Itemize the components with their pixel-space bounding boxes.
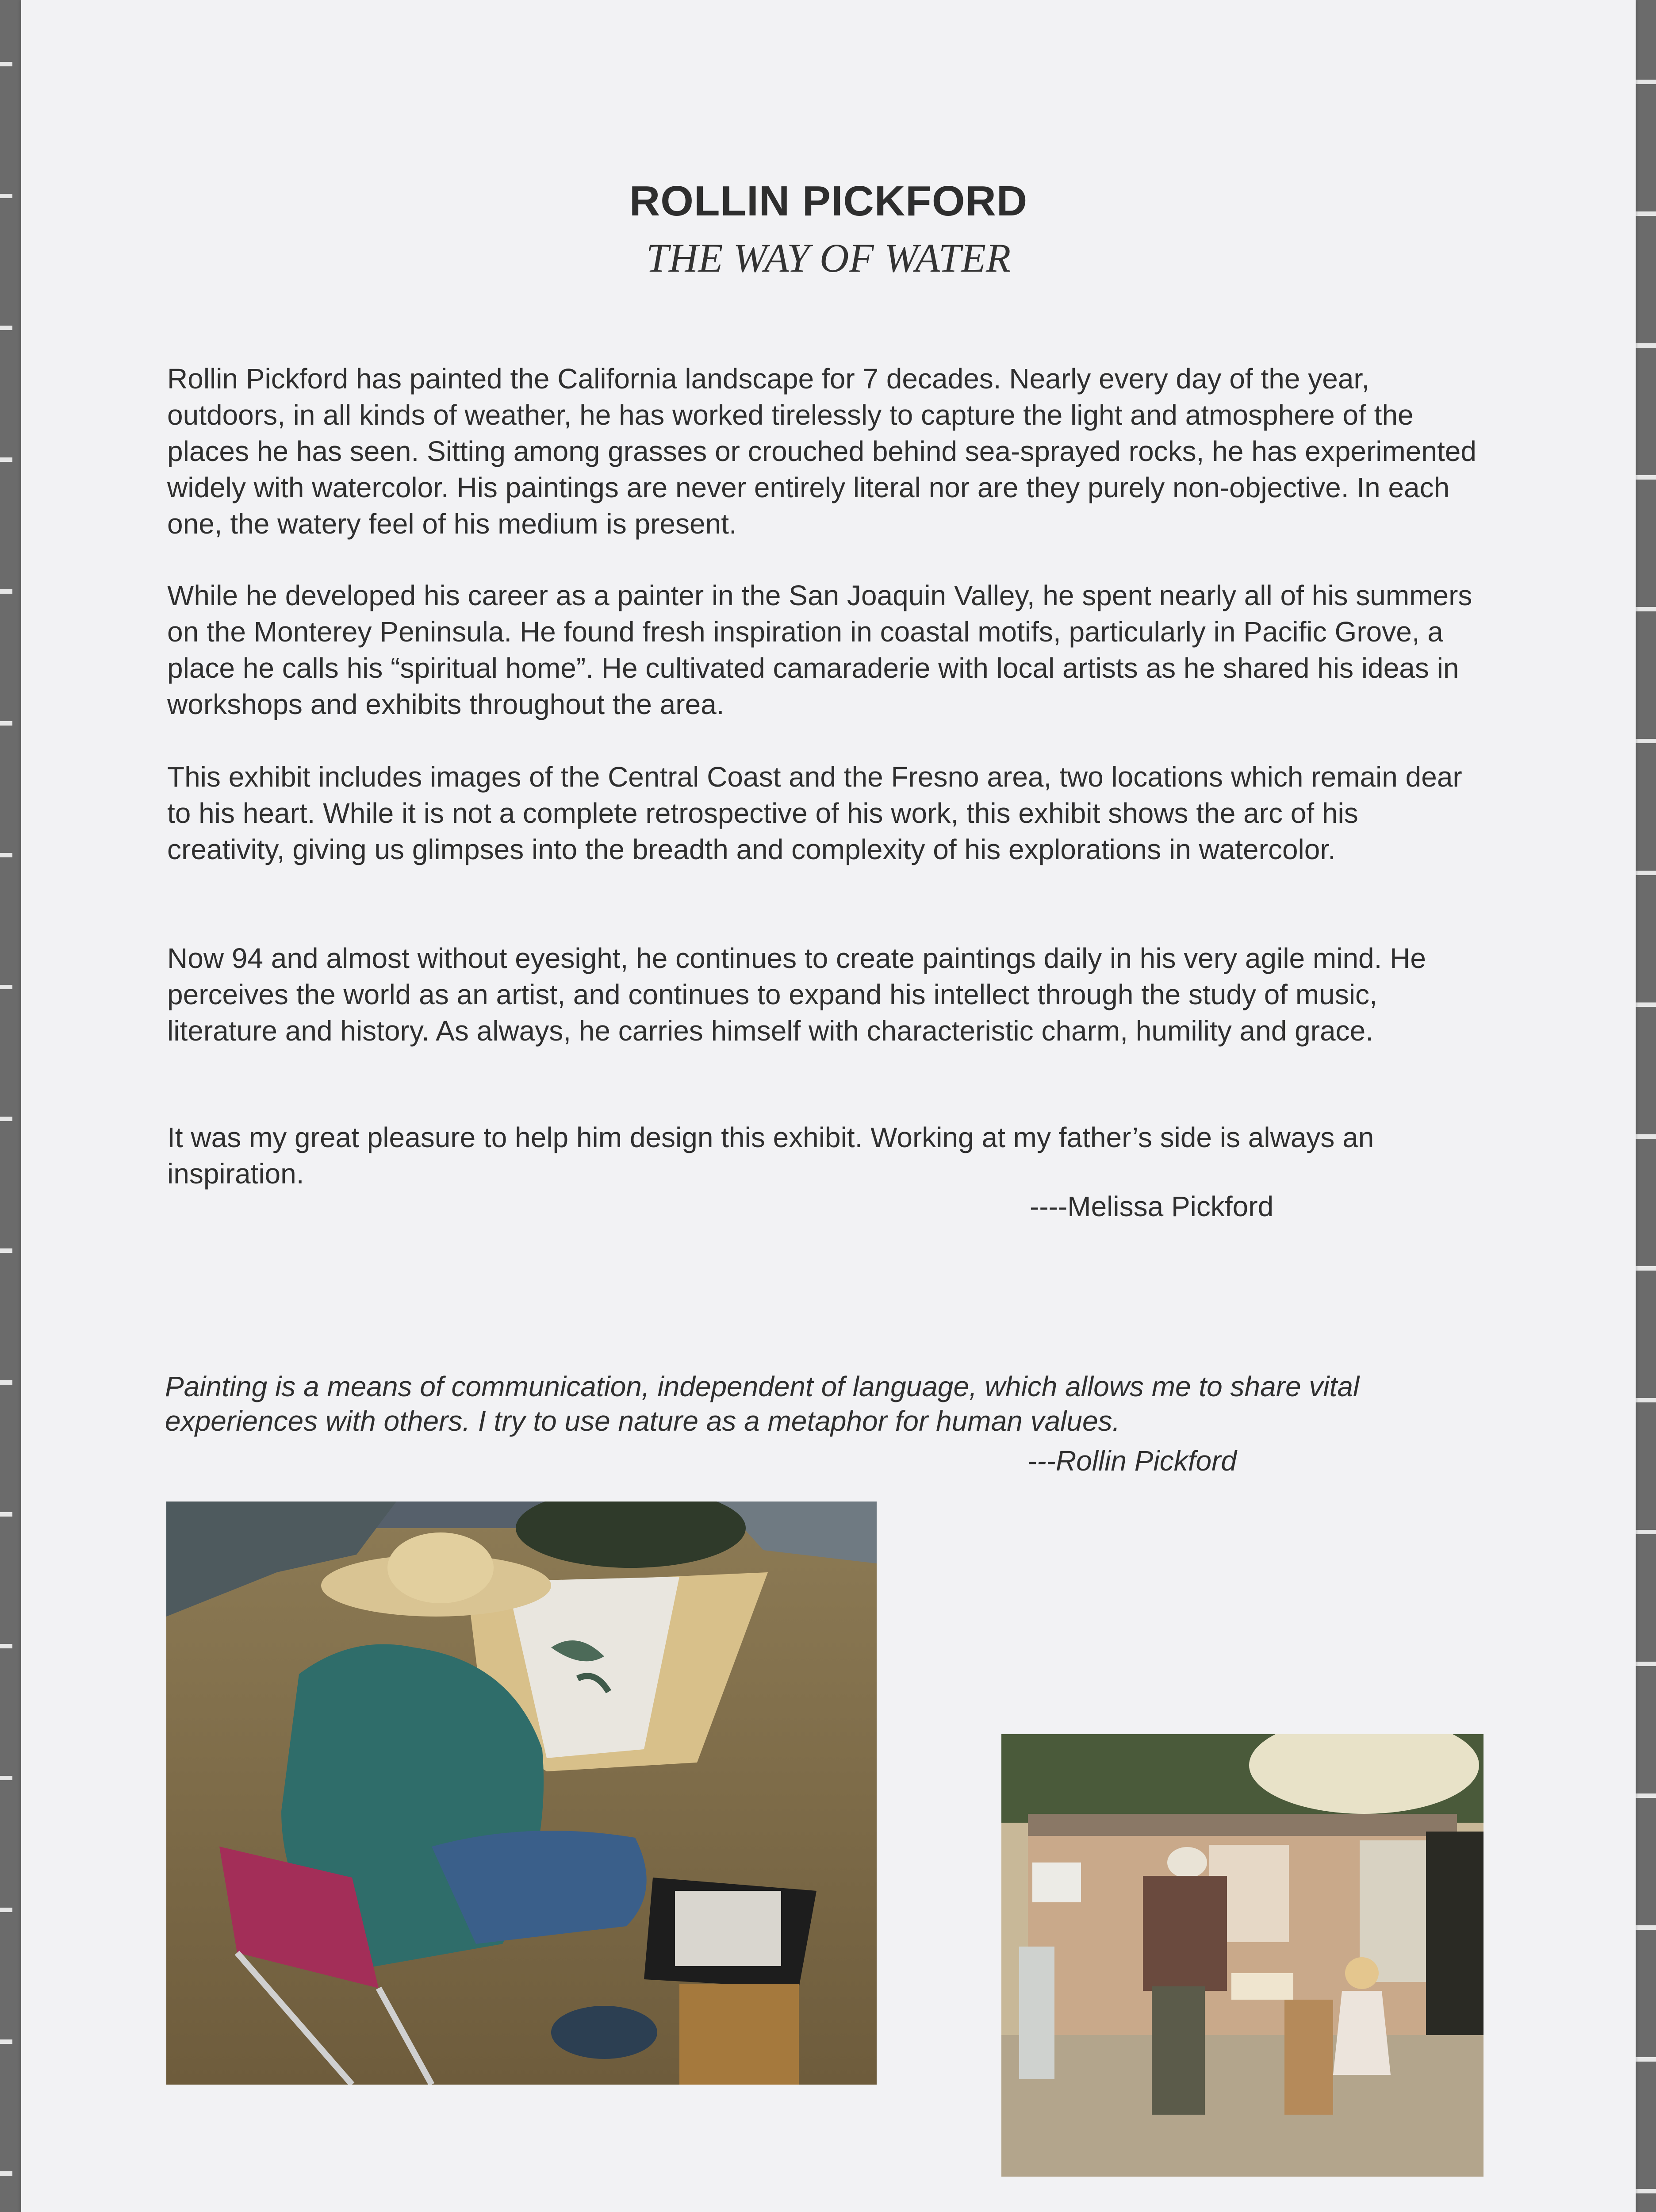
ruler-tick [0,62,12,66]
ruler-tick [0,1248,12,1253]
ruler-tick [0,1644,12,1648]
quote-attribution: ---Rollin Pickford [1027,1445,1237,1477]
ruler-tick [0,2039,12,2044]
ruler-tick [0,853,12,857]
ruler-tick [0,1512,12,1517]
ruler-tick [0,721,12,726]
page-title: ROLLIN PICKFORD [629,177,1028,225]
paragraph-4: Now 94 and almost without eyesight, he continues to create paintings daily in his very agile mind. He perceives the world as an artist, and continues to expand his intellect through the study of music, literature and history. As always, he carries himself with characteristic charm, humility and grace. [167,942,1426,1047]
ruler-tick [0,2171,12,2176]
artist-quote: Painting is a means of communication, independent of language, which allows me to share vital experiences with others. I try to use nature as a metaphor for human values. [165,1371,1360,1437]
paragraph-1: Rollin Pickford has painted the California landscape for 7 decades. Nearly every day of the year, outdoors, in all kinds of weather, he has worked tirelessly to capture the light and atmosphere of the places he has seen. Sitting among grasses or crouched behind sea-sprayed rocks, he has experimented widely with watercolor. His paintings are never entirely literal nor are they purely non-objective. In each one, the watery feel of his medium is present. [167,363,1476,540]
ruler-tick [0,326,12,330]
paragraph-5: It was my great pleasure to help him design this exhibit. Working at my father’s side is always an inspiration. [167,1121,1374,1190]
paragraph-2: While he developed his career as a painter in the San Joaquin Valley, he spent nearly all of his summers on the Monterey Peninsula. He found fresh inspiration in coastal motifs, particularly in Pacific Grove, a place he calls his “spiritual home”. He cultivated camaraderie with local artists as he shared his ideas in workshops and exhibits throughout the area. [167,580,1472,720]
ruler-tick [0,194,12,198]
photo-painter-at-easel [166,1502,877,2085]
ruler-tick [0,1776,12,1780]
ruler-tick [0,589,12,594]
photo-rollin-and-melissa [1001,1734,1484,2177]
exhibit-board [21,0,1636,2212]
ruler-tick [0,457,12,462]
signature: ----Melissa Pickford [1030,1190,1274,1222]
ruler-tick [0,1380,12,1385]
ruler-tick [0,1117,12,1121]
ruler-tick [0,985,12,989]
ruler-tick [0,1908,12,1912]
page-subtitle: THE WAY OF WATER [646,235,1011,280]
paragraph-3: This exhibit includes images of the Central Coast and the Fresno area, two locations which remain dear to his heart. While it is not a complete retrospective of his work, this exhibit shows the arc of his creativity, giving us glimpses into the breadth and complexity of his explorations in watercolor. [167,761,1462,865]
